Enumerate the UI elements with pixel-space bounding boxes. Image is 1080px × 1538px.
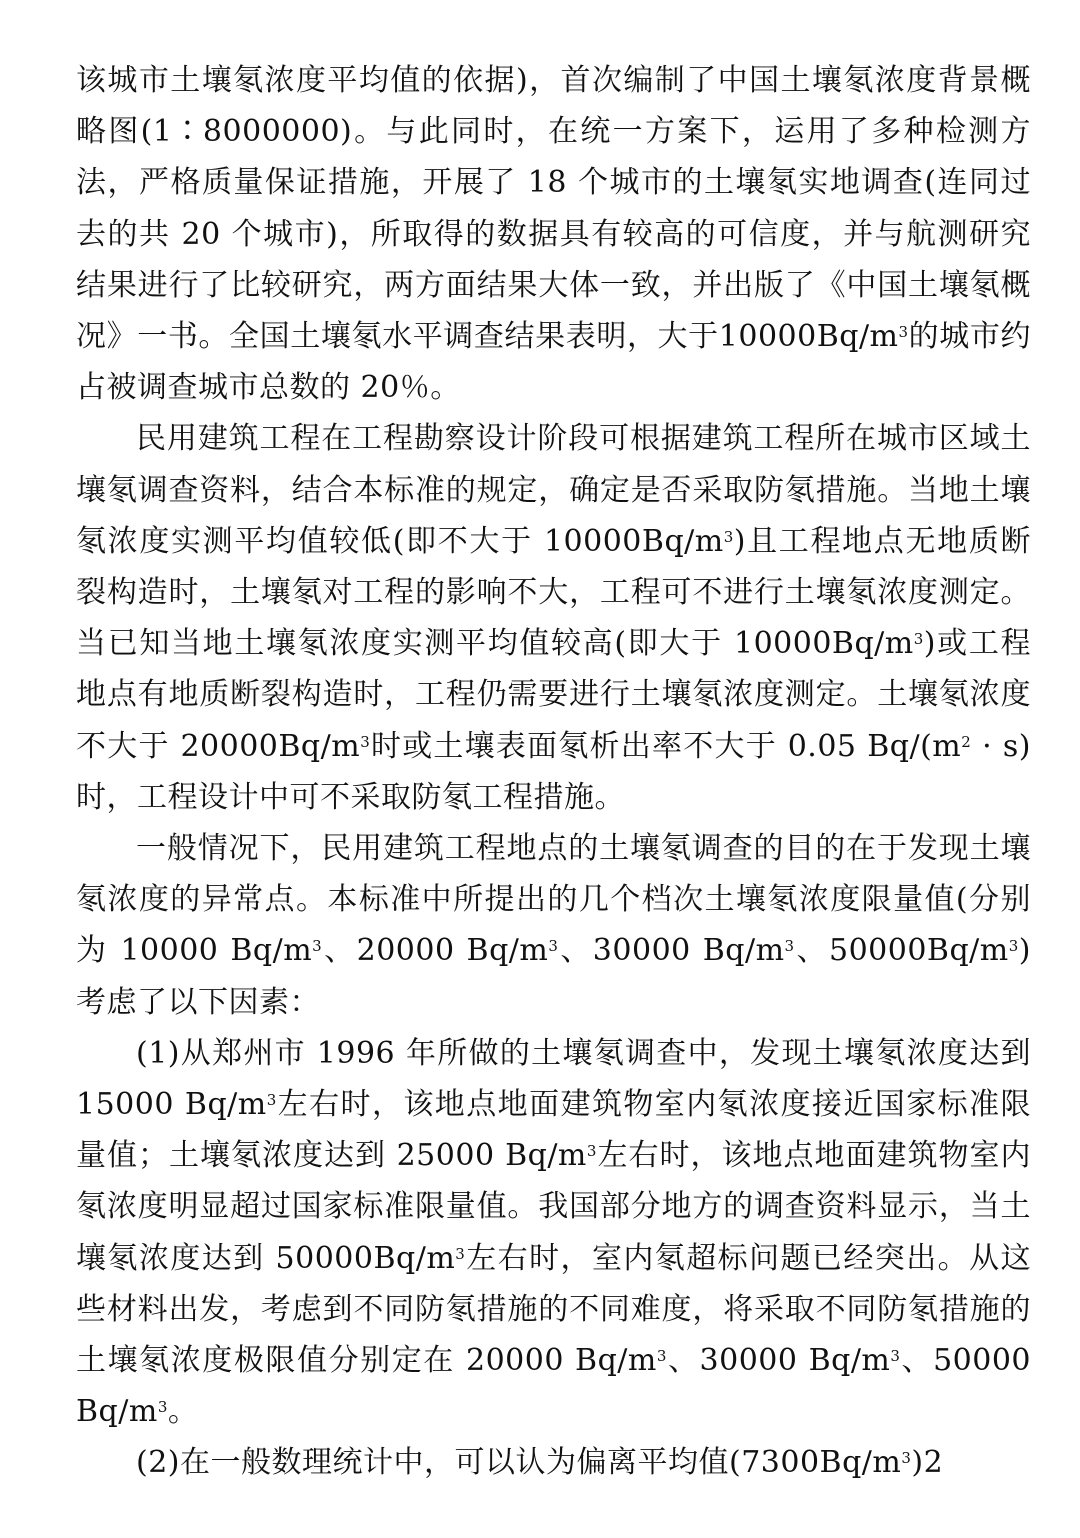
paragraph-5: (2)在一般数理统计中，可以认为偏离平均值$(7300Bq/m^3)2$: [136, 1445, 944, 1481]
paragraph-3: 一般情况下，民用建筑工程地点的土壤氡调查的目的在于发现土壤氡浓度的异常点。本标准中所提出的几个档次土壤氡浓度限量值(分别为 10000 $Bq/m^3$、20000 $Bq/m^3$、30000 $Bq/m^3$、$50000Bq/m^3$)考虑了以下因素：: [76, 831, 1032, 1020]
document-page: [76, 55, 1031, 1489]
paragraph-4: (1)从郑州市 1996 年所做的土壤氡调查中，发现土壤氡浓度达到 15000 $Bq/m^3$左右时，该地点地面建筑物室内氡浓度接近国家标准限量值；土壤氡浓度达到 25000 $Bq/m^3$左右时，该地点地面建筑物室内氡浓度明显超过国家标准限量值。我国部分地方的调查资料显示，当土壤氡浓度达到 $50000Bq/m^3$左右时，室内氡超标问题已经突出。从这些材料出发，考虑到不同防氡措施的不同难度，将采取不同防氡措施的土壤氡浓度极限值分别定在 20000 $Bq/m^3$、30000 $Bq/m^3$、50000 $Bq/m^3$。: [76, 1035, 1032, 1430]
paragraph-1: 该城市土壤氡浓度平均值的依据)，首次编制了中国土壤氡浓度背景概略图(1∶8000000)。与此同时，在统一方案下，运用了多种检测方法，严格质量保证措施，开展了 18 个城市的土壤氡实地调查(连同过去的共 20 个城市)，所取得的数据具有较高的可信度，并与航测研究结果进行了比较研究，两方面结果大体一致，并出版了《中国土壤氡概况》一书。全国土壤氡水平调查结果表明，大于$10000Bq/m^3$的城市约占被调查城市总数的 20％。: [76, 63, 1031, 406]
paragraph-2: 民用建筑工程在工程勘察设计阶段可根据建筑工程所在城市区域土壤氡调查资料，结合本标准的规定，确定是否采取防氡措施。当地土壤氡浓度实测平均值较低(即不大于 $10000Bq/m^3$)且工程地点无地质断裂构造时，土壤氡对工程的影响不大，工程可不进行土壤氡浓度测定。当已知当地土壤氡浓度实测平均值较高(即大于 $10000Bq/m^3$)或工程地点有地质断裂构造时，工程仍需要进行土壤氡浓度测定。土壤氡浓度不大于 $20000Bq/m^3$时或土壤表面氡析出率不大于 0.05 $Bq/(m^2 \cdot s)$时，工程设计中可不采取防氡工程措施。: [76, 421, 1031, 815]
